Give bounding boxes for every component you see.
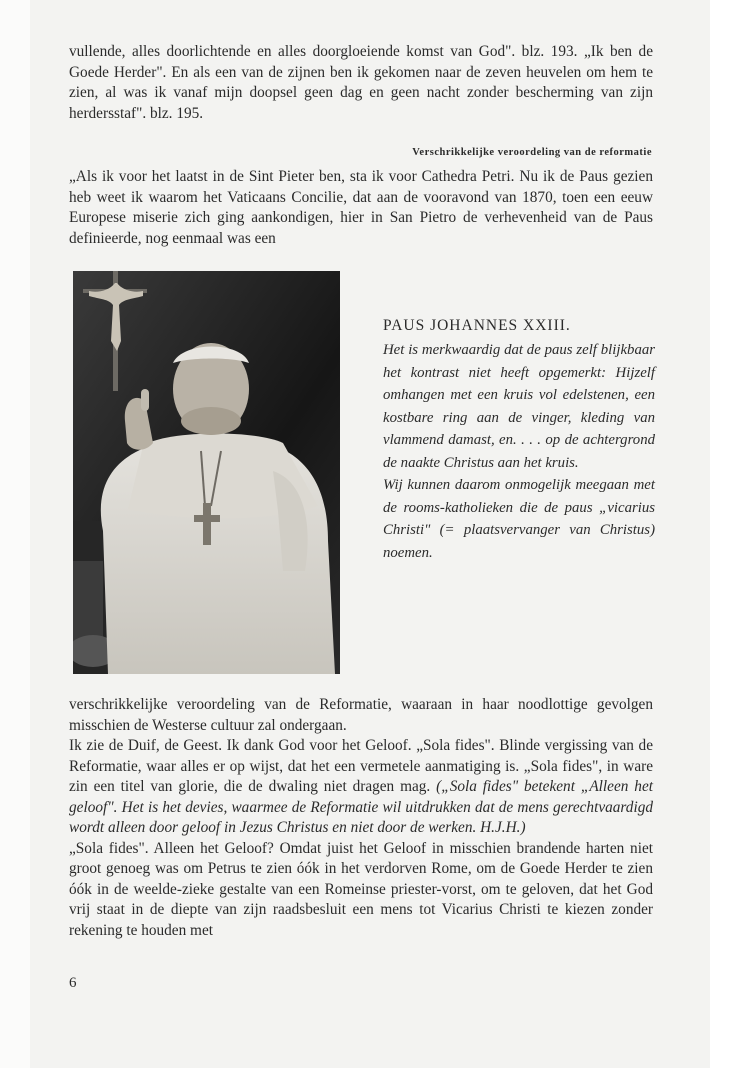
caption-line-1: Het is merkwaardig dat de paus zelf blijkbaar het kontrast niet heeft opgemerkt: Hijzelf omhangen met een kruis vol edelstenen, een kostbare ring aan de vinger, kleding van vlammend damast, en. . . . op de achtergrond de naakte Christus aan het kruis.	[383, 342, 655, 471]
body-sentence-3: „Sola fides". Alleen het Geloof? Omdat juist het Geloof in misschien brandende harten niet groot genoeg was om Petrus te zien óók in het verdorven Rome, om de Goede Herder te zien óók in de weelde-zieke gestalte van een Romeinse priester-vorst, om te geloven, dat het God vrij staat in de diepte van zijn raadsbesluit een mens tot Vicarius Christi te kiezen zonder rekening te houden met	[69, 839, 653, 939]
paragraph-top: vullende, alles doorlichtende en alles doorgloeiende komst van God". blz. 193. „Ik ben de Goede Herder". En als een van de zijnen ben ik gekomen naar de zeven heuvelen om hem te zien, al was ik vanaf mijn doopsel geen dag en geen nacht zonder bescherming van zijn herdersstaf". blz. 195.	[69, 43, 653, 122]
paragraph-intro: „Als ik voor het laatst in de Sint Pieter ben, sta ik voor Cathedra Petri. Nu ik de Paus gezien heb weet ik waarom het Vaticaans Concilie, dat aan de vooravond van 1870, toen een eeuw Europese miserie zich ging aankondigen, hier in San Pietro de verhevenheid van de Paus definieerde, nog eenmaal was een	[69, 168, 653, 247]
body-sentence-2: Ik zie de Duif, de Geest. Ik dank God voor het Geloof. „Sola fides". Blinde vergissing van de Reformatie, waar alles er op wijst, dat het een vermetele aanmatiging is. „Sola fides", in ware zin een titel van glorie, die de dwaling niet dragen mag. („Sola fides" betekent „Alleen het geloof". Het is het devies, waarmee de Reformatie wil uitdrukken dat de mens gerechtvaardigd wordt alleen door geloof in Jezus Christus en niet door de werken. H.J.H.)	[69, 737, 653, 836]
pope-photo	[73, 271, 340, 674]
caption-title: PAUS JOHANNES XXIII.	[383, 317, 571, 334]
photo-caption	[383, 317, 655, 564]
page-left-margin	[0, 0, 30, 1068]
caption-body	[383, 339, 655, 564]
page-number: 6	[69, 975, 77, 991]
section-heading: Verschrikkelijke veroordeling van de reformatie	[412, 147, 652, 158]
body-sentence-1: verschrikkelijke veroordeling van de Reformatie, waaraan in haar noodlottige gevolgen misschien de Westerse cultuur zal ondergaan.	[69, 696, 653, 734]
body-note-italic: („Sola fides" betekent „Alleen het geloof". Het is het devies, waarmee de Reformatie wil uitdrukken dat de mens gerechtvaardigd wordt alleen door geloof in Jezus Christus en niet door de werken. H.J.H.)	[69, 778, 653, 836]
caption-line-2: Wij kunnen daarom onmogelijk meegaan met de rooms-katholieken die de paus „vicarius Christi" (= plaatsvervanger van Christus) noemen.	[383, 477, 655, 561]
pope-photo-image	[73, 271, 340, 674]
body-text	[69, 695, 653, 941]
